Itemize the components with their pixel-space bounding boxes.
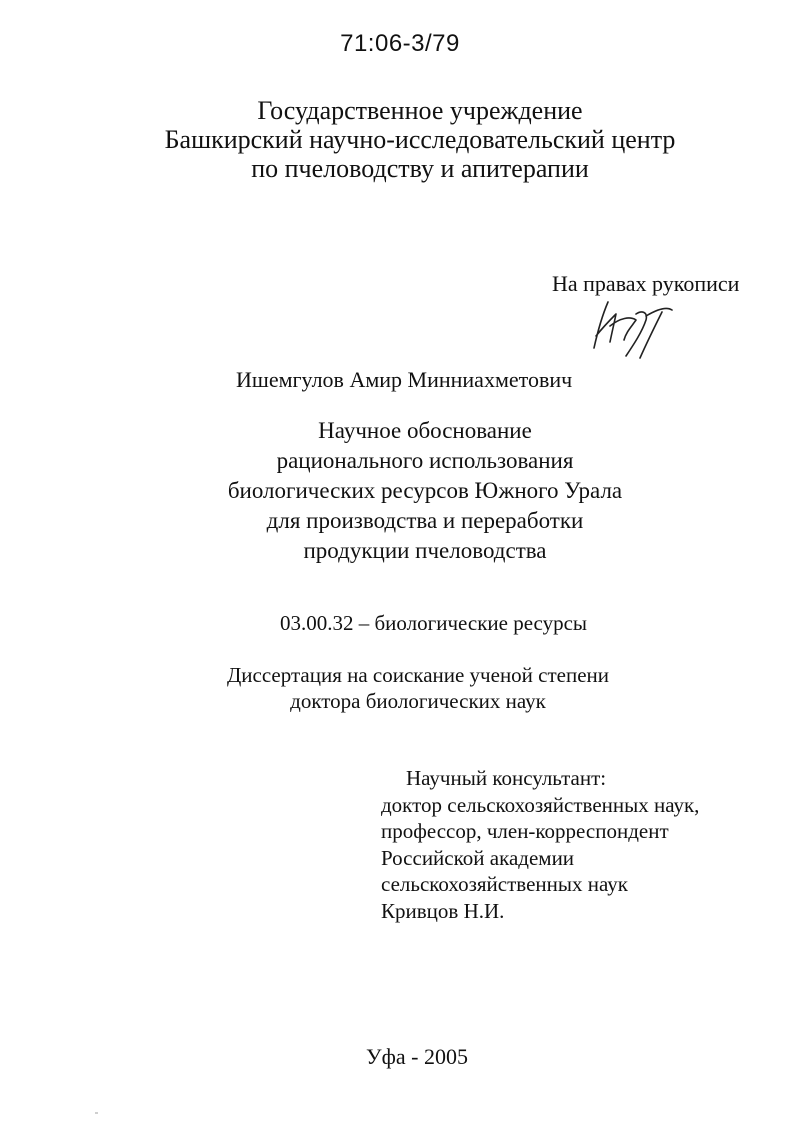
handwritten-signature	[586, 296, 676, 364]
degree-line: доктора биологических наук	[290, 689, 546, 713]
rights-note: На правах рукописи	[552, 271, 740, 296]
dissertation-title	[0, 416, 800, 566]
title-line: продукции пчеловодства	[303, 538, 547, 563]
scan-speck	[95, 1112, 98, 1114]
title-line: для производства и переработки	[266, 508, 584, 533]
consultant-block	[381, 765, 699, 924]
author-name: Ишемгулов Амир Минниахметович	[236, 367, 573, 392]
title-line: Научное обоснование	[318, 418, 532, 443]
consultant-heading: Научный консультант:	[406, 766, 607, 790]
specialty-code: 03.00.32 – биологические ресурсы	[280, 611, 588, 635]
degree-line: Диссертация на соискание ученой степени	[226, 663, 610, 687]
institution-block	[0, 96, 800, 183]
title-line: рационального использования	[276, 448, 574, 473]
city-year: Уфа - 2005	[366, 1044, 468, 1069]
consultant-line: профессор, член-корреспондент	[381, 819, 669, 843]
institution-line: Башкирский научно-исследовательский центр	[164, 125, 676, 154]
consultant-name: Кривцов Н.И.	[381, 898, 505, 923]
consultant-line: доктор сельскохозяйственных наук,	[381, 792, 700, 817]
archive-code: 71:06-3/79	[340, 30, 460, 57]
consultant-line: сельскохозяйственных наук	[381, 872, 628, 896]
consultant-line: Российской академии	[381, 845, 575, 870]
degree-statement	[0, 662, 800, 714]
institution-line: Государственное учреждение	[257, 96, 583, 125]
title-line: биологических ресурсов Южного Урала	[227, 478, 623, 503]
institution-line: по пчеловодству и апитерапии	[251, 154, 589, 183]
